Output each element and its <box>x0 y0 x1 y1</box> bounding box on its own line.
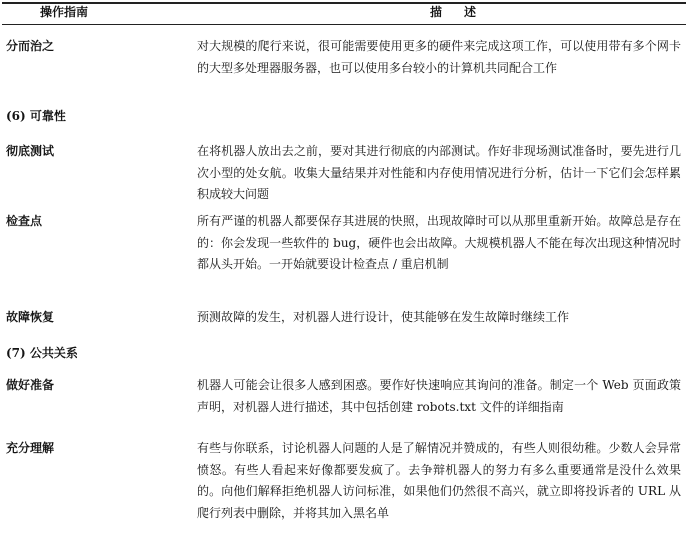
column-header-guideline: 操作指南 <box>40 5 89 19</box>
header-bottom-rule <box>2 24 686 25</box>
row-description: 预测故障的发生，对机器人进行设计，使其能够在发生故障时继续工作 <box>197 310 570 324</box>
row-term: 充分理解 <box>6 441 55 455</box>
row-term: 做好准备 <box>6 378 55 392</box>
column-header-description: 描述 <box>430 5 499 19</box>
section-heading: (6) 可靠性 <box>6 109 66 123</box>
row-term: 检查点 <box>6 214 43 228</box>
row-description: 有些与你联系，讨论机器人问题的人是了解情况并赞成的，有些人则很幼稚。少数人会异常愤怒。有些人看起来好像都要发疯了。去争辩机器人的努力有多么重要通常是没什么效果的。向他们解释拒绝机器人访问标准，如果他们仍然很不高兴，就立即将投诉者的 URL 从爬行列表中删除，并将其加入黑名单 <box>197 441 681 520</box>
row-term: 故障恢复 <box>6 310 55 324</box>
row-term: 彻底测试 <box>6 144 55 158</box>
row-term: 分而治之 <box>6 39 55 53</box>
row-description: 机器人可能会让很多人感到困惑。要作好快速响应其询问的准备。制定一个 Web 页面政策声明，对机器人进行描述，其中包括创建 robots.txt 文件的详细指南 <box>197 378 681 414</box>
section-heading: (7) 公共关系 <box>6 346 78 360</box>
row-description: 在将机器人放出去之前，要对其进行彻底的内部测试。作好非现场测试准备时，要先进行几次小型的处女航。收集大量结果并对性能和内存使用情况进行分析，估计一下它们会怎样累积成较大问题 <box>197 144 681 202</box>
row-description: 对大规模的爬行来说，很可能需要使用更多的硬件来完成这项工作，可以使用带有多个网卡的大型多处理器服务器，也可以使用多台较小的计算机共同配合工作 <box>197 39 681 75</box>
row-description: 所有严谨的机器人都要保存其进展的快照，出现故障时可以从那里重新开始。故障总是存在的：你会发现一些软件的 bug，硬件也会出故障。大规模机器人不能在每次出现这种情况时都从头开始。一开始就要设计检查点 / 重启机制 <box>197 214 681 272</box>
table-top-rule <box>2 2 686 4</box>
